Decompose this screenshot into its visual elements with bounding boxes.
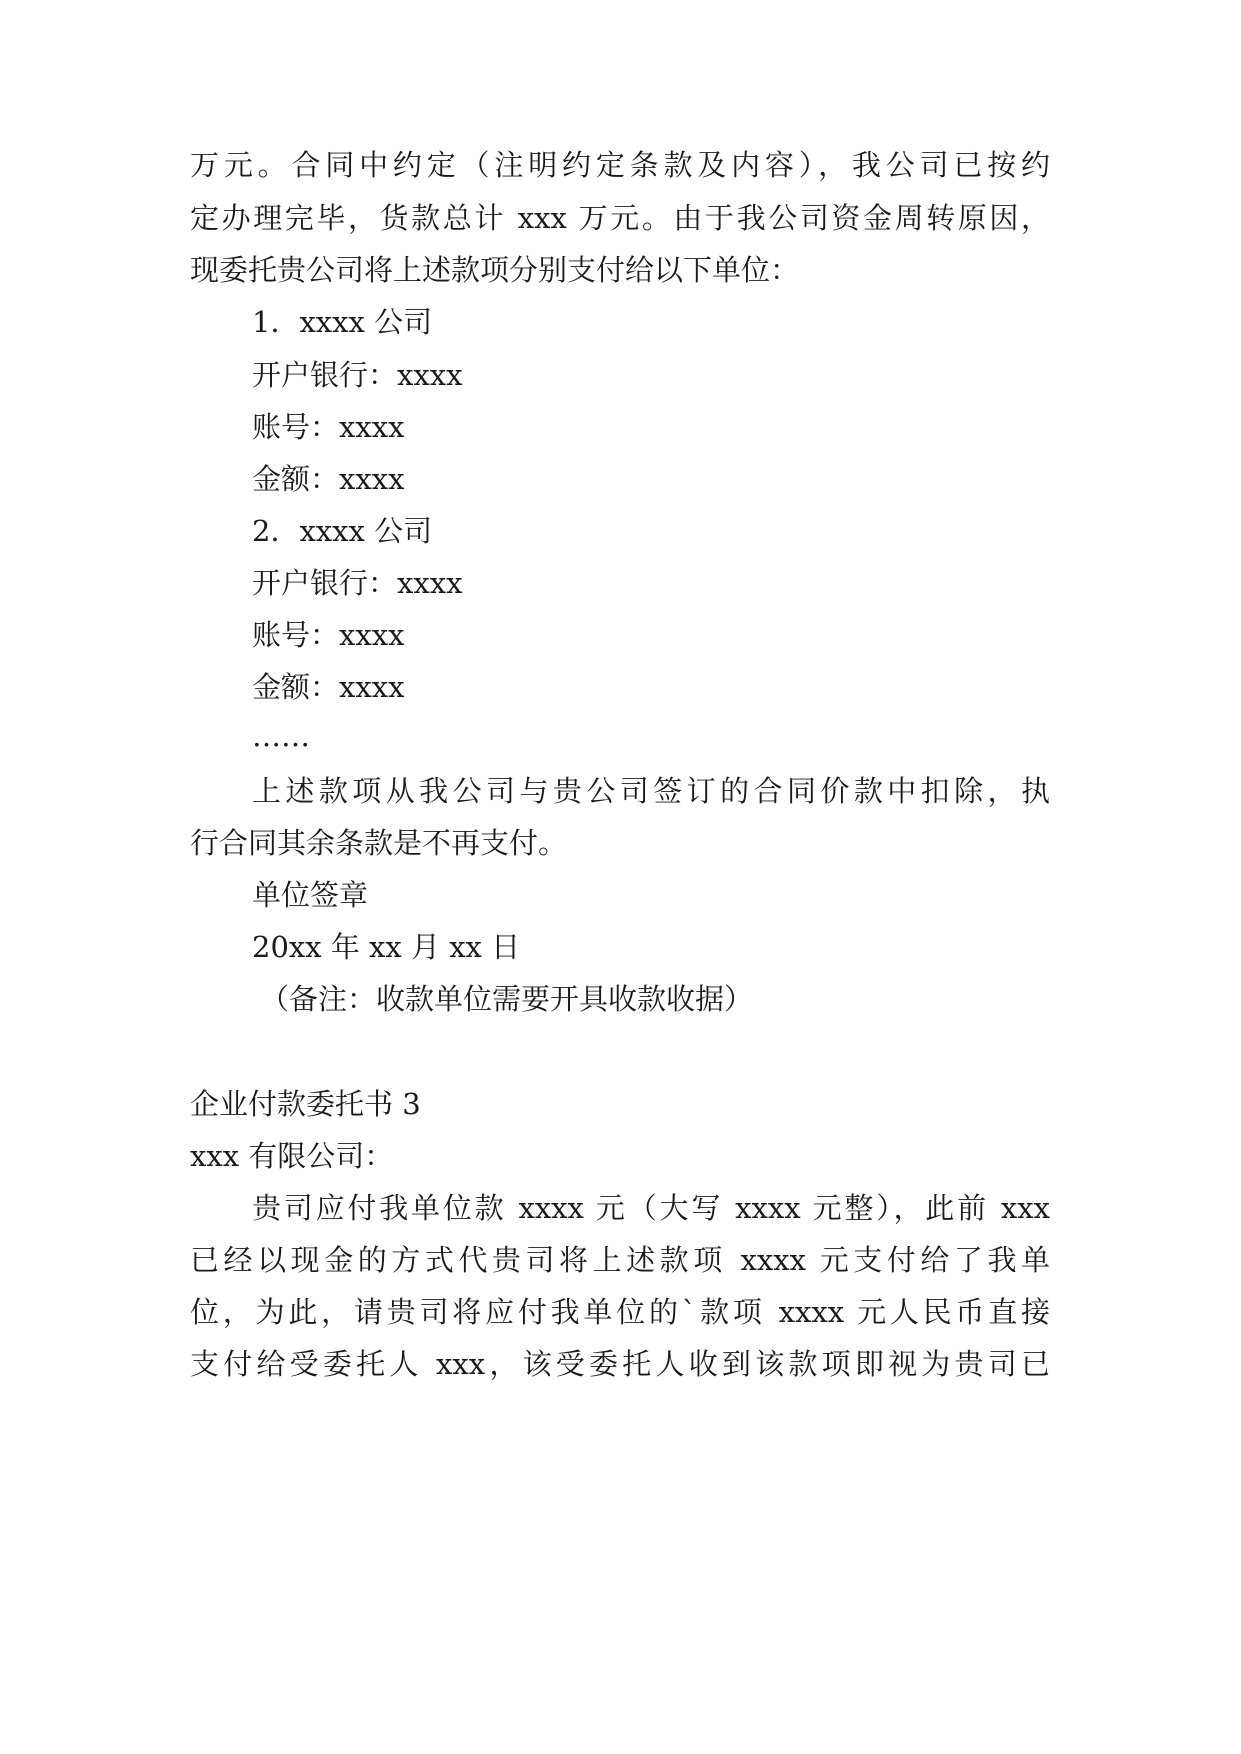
paragraph-line: 行合同其余条款是不再支付。 — [190, 826, 568, 860]
payee-name: 1．xxxx 公司 — [252, 305, 433, 339]
ellipsis: …… — [252, 719, 310, 753]
paragraph-line: 上述款项从我公司与贵公司签订的合同价款中扣除，执 — [252, 774, 1050, 808]
payee-bank: 开户银行：xxxx — [252, 566, 463, 600]
paragraph-line: 位，为此，请贵司将应付我单位的`款项 xxxx 元人民币直接 — [190, 1295, 1050, 1329]
payee-account: 账号：xxxx — [252, 410, 405, 444]
note-line: （备注：收款单位需要开具收款收据） — [260, 982, 754, 1016]
paragraph-line: 贵司应付我单位款 xxxx 元（大写 xxxx 元整），此前 xxx — [252, 1191, 1050, 1225]
salutation: xxx 有限公司： — [190, 1139, 394, 1173]
section-title: 企业付款委托书 3 — [190, 1087, 421, 1121]
paragraph-line: 现委托贵公司将上述款项分别支付给以下单位： — [190, 253, 800, 287]
payee-name: 2．xxxx 公司 — [252, 514, 433, 548]
paragraph-line: 定办理完毕，货款总计 xxx 万元。由于我公司资金周转原因， — [190, 201, 1050, 235]
paragraph-line: 万元。合同中约定（注明约定条款及内容），我公司已按约 — [190, 148, 1050, 182]
paragraph-line: 已经以现金的方式代贵司将上述款项 xxxx 元支付给了我单 — [190, 1243, 1050, 1277]
payee-amount: 金额：xxxx — [252, 462, 405, 496]
paragraph-line: 支付给受委托人 xxx，该受委托人收到该款项即视为贵司已 — [190, 1347, 1050, 1381]
signature-label: 单位签章 — [252, 878, 369, 912]
payee-bank: 开户银行：xxxx — [252, 358, 463, 392]
payee-amount: 金额：xxxx — [252, 670, 405, 704]
date-line: 20xx 年 xx 月 xx 日 — [252, 930, 521, 964]
payee-account: 账号：xxxx — [252, 618, 405, 652]
